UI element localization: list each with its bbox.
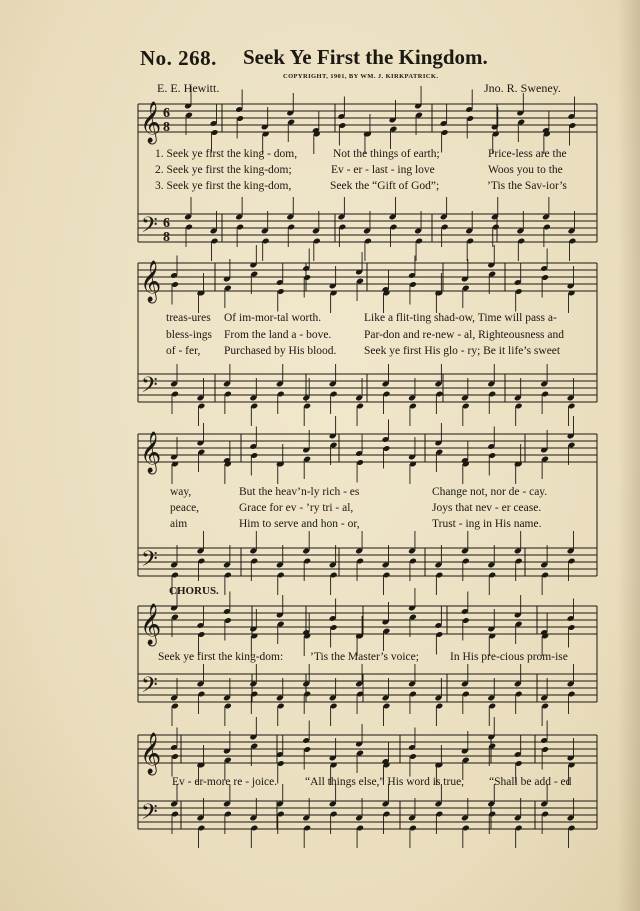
treble-time-bottom: 8 — [163, 120, 170, 135]
verse-3-line-3: aim Him to serve and hon - or, Trust - ing in His name. — [170, 518, 542, 530]
verse-3-line-1: 3. Seek ye first the king-dom, Seek the “Gift of God”; ’Tis the Sav-ior’s — [155, 180, 567, 192]
lyricist-credit: E. E. Hewitt. — [157, 81, 220, 95]
verse-2-line-3: peace, Grace for ev - ’ry tri - al, Joys that nev - er cease. — [170, 502, 542, 514]
verse-1-line-3: way, But the heav’n-ly rich - es Change not, nor de - cay. — [170, 486, 548, 498]
system-4-bass-clef: 𝄢 — [141, 673, 158, 703]
verse-2-line-2: bless-ings From the land a - bove. Par-don and re-new - al, Righteousness and — [166, 329, 565, 341]
composer-credit: Jno. R. Sweney. — [484, 81, 561, 95]
hymn-number: No. 268. — [140, 46, 217, 70]
bass-time-bottom: 8 — [163, 230, 170, 245]
copyright-notice: COPYRIGHT, 1901, BY WM. J. KIRKPATRICK. — [283, 73, 439, 80]
verse-2-line-1: 2. Seek ye first the king-dom; Ev - er - last - ing love Woos you to the — [155, 164, 563, 176]
chorus-label: CHORUS. — [169, 585, 219, 597]
chorus-line-2: Ev - er-more re - joice. “All things else,” His word is true, “Shall be add - ed — [172, 776, 572, 788]
treble-time-top: 6 — [163, 106, 170, 121]
system-5-treble-clef: 𝄞 — [140, 733, 162, 774]
chorus-line-1: Seek ye first the king-dom: ’Tis the Master’s voice; In His pre-cious prom-ise — [158, 651, 568, 663]
verse-1-line-2: treas-ures Of im-mor-tal worth. Like a flit-ting shad-ow, Time will pass a- — [166, 312, 557, 324]
system-3-treble-clef: 𝄞 — [140, 432, 162, 473]
verse-1-line-1: 1. Seek ye first the king - dom, Not the things of earth; Price-less are the — [155, 148, 567, 160]
system-1-treble-clef: 𝄞 — [140, 102, 162, 143]
bass-time-top: 6 — [163, 216, 170, 231]
hymn-title: Seek Ye First the Kingdom. — [243, 45, 488, 69]
system-1-bass-clef: 𝄢 — [141, 213, 158, 243]
system-4-treble-clef: 𝄞 — [140, 604, 162, 645]
system-3-bass-clef: 𝄢 — [141, 547, 158, 577]
system-2-treble-clef: 𝄞 — [140, 261, 162, 302]
system-5-bass-clef: 𝄢 — [141, 800, 158, 830]
verse-3-line-2: of - fer, Purchased by His blood. Seek ye first His glo - ry; Be it life’s sweet — [166, 345, 561, 357]
system-2-bass-clef: 𝄢 — [141, 373, 158, 403]
